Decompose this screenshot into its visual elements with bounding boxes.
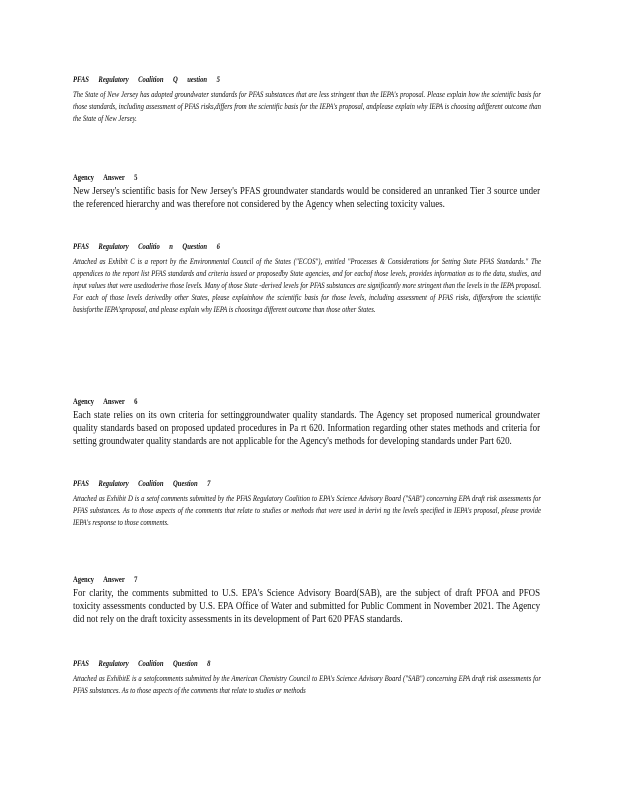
question-8 xyxy=(73,658,541,696)
question-text: Attached as Exhibit D is a setof comments submitted by the PFAS Regulatory Coalition to EPA's Science Advisory Board ("SAB") concerning EPA draft risk assessments for PFAS substances. As to those aspects of the comments that relate to studies or methods that were used in derivi ng the levels specified in IEPA's proposal, please provide IEPA's response to those comments. xyxy=(73,493,541,527)
question-text: Attached as ExhibitE is a setofcomments submitted by the American Chemistry Council to EPA's Science Advisory Board ("SAB") concerning EPA draft risk assessments for PFAS substances. As to those aspects of the comments that relate to studies or methods xyxy=(73,673,541,695)
answer-text: New Jersey's scientific basis for New Jersey's PFAS groundwater standards would be considered an unranked Tier 3 source under the referenced hierarchy and was therefore not considered by the Agency when selecting toxicity values. xyxy=(73,186,541,210)
answer-heading: Agency Answer 6 xyxy=(73,396,138,406)
question-text: The State of New Jersey has adopted groundwater standards for PFAS substances that are less stringent than the IEPA's proposal. Please explain how the scientific basis for those standards, including assessment of PFAS risks,differs from the scientific basis for the IEPA's proposal, andplease explain why IEPA is choosing adifferent outcome than the State of New Jersey. xyxy=(73,89,541,123)
question-5 xyxy=(73,74,541,124)
answer-7 xyxy=(73,574,541,626)
question-heading: PFAS Regulatory Coalition Question 8 xyxy=(73,658,211,668)
question-6 xyxy=(73,241,541,315)
question-7 xyxy=(73,478,541,528)
answer-heading: Agency Answer 7 xyxy=(73,574,138,584)
question-heading: PFAS Regulatory Coalition Q uestion 5 xyxy=(73,74,220,84)
answer-heading: Agency Answer 5 xyxy=(73,172,138,182)
question-heading: PFAS Regulatory Coalition Question 7 xyxy=(73,478,211,488)
answer-5 xyxy=(73,172,541,211)
question-heading: PFAS Regulatory Coalitio n Question 6 xyxy=(73,241,220,251)
answer-text: Each state relies on its own criteria for settinggroundwater quality standards. The Agency set proposed numerical groundwater quality standards based on proposed updated procedures in Pa rt 620. Information regarding other states methods and criteria for setting groundwater quality standards are not applicable for the Agency's methods for developing standards under Part 620. xyxy=(73,410,541,447)
answer-6 xyxy=(73,396,541,448)
question-text: Attached as Exhibit C is a report by the Environmental Council of the States ("ECOS"), entitled "Processes & Considerations for Setting State PFAS Standards." The appendices to the report list PFAS standards and criteria issued or proposedby State agencies, and for eachof those levels, provides information as to the data, studies, and input values that were usedtoderive those levels. Many of those State -derived levels for PFAS substances are significantly more stringent than the levels in the IEPA proposal. For each of those levels derivedby other States, please explainhow the scientific basis for those levels, including assessment of PFAS risks, differsfrom the scientific basisforthe IEPA'sproposal, and please explain why IEPA is choosinga different outcome than those other States. xyxy=(73,256,541,314)
answer-text: For clarity, the comments submitted to U.S. EPA's Science Advisory Board(SAB), are the subject of draft PFOA and PFOS toxicity assessments conducted by U.S. EPA Office of Water and submitted for Public Comment in November 2021. The Agency did not rely on the draft toxicity assessments in its development of Part 620 PFAS standards. xyxy=(73,588,541,625)
